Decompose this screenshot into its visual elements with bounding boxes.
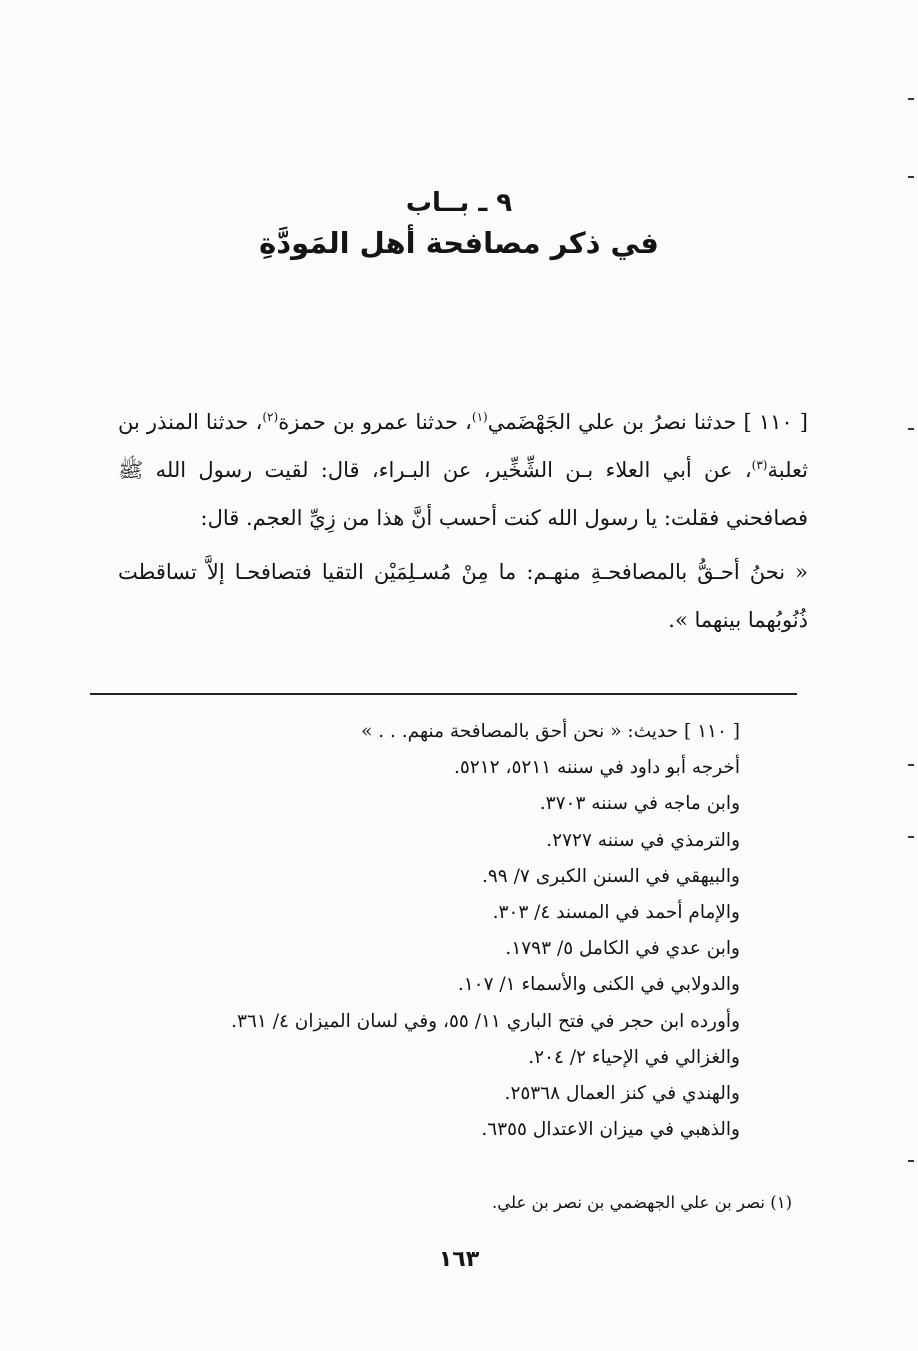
scan-mark xyxy=(908,836,914,838)
scan-mark xyxy=(908,176,914,178)
note-line: والغزالي في الإحياء ٢/ ٢٠٤. xyxy=(528,1046,740,1068)
footnote-ref-1: (١) xyxy=(471,410,488,424)
footnote-divider xyxy=(90,693,797,695)
note-line: والترمذي في سننه ٢٧٢٧. xyxy=(546,829,740,851)
hadith-quote: « نحنُ أحـقُّ بالمصافحـةِ منهـم: ما مِنْ مُسـلِمَيْن التقيا فتصافحـا إلاَّ تساقطت ذُنُوبُهما بينهما ». xyxy=(118,560,808,632)
scan-mark xyxy=(908,98,914,100)
note-line: والإمام أحمد في المسند ٤/ ٣٠٣. xyxy=(492,902,740,924)
note-line: أخرجه أبو داود في سننه ٥٢١١، ٥٢١٢. xyxy=(453,757,740,779)
note-line: والهندي في كنز العمال ٢٥٣٦٨. xyxy=(504,1083,740,1105)
note-line: وابن عدي في الكامل ٥/ ١٧٩٣. xyxy=(505,938,740,960)
hadith-part-1: [ ١١٠ ] حدثنا نصرُ بن علي الجَهْضَمي xyxy=(487,410,808,434)
note-line: وابن ماجه في سننه ٣٧٠٣. xyxy=(539,793,740,815)
scan-mark xyxy=(908,428,914,430)
chapter-number: ٩ ـ بــاب xyxy=(405,188,513,218)
hadith-chain xyxy=(118,398,808,542)
footnote-ref-2: (٢) xyxy=(262,410,279,424)
scan-mark xyxy=(908,1160,914,1162)
note-line: وأورده ابن حجر في فتح الباري ١١/ ٥٥، وفي لسان الميزان ٤/ ٣٦١. xyxy=(231,1010,740,1032)
hadith-part-3: ، حدثنا المنذر بن ثعلبة xyxy=(118,410,808,482)
footnote-ref-3: (٣) xyxy=(751,458,768,472)
hadith-part-2: ، حدثنا عمرو بن حمزة xyxy=(278,410,472,434)
note-line: والدولابي في الكنى والأسماء ١/ ١٠٧. xyxy=(457,974,740,996)
takhrij-notes xyxy=(140,714,740,1148)
page-number: ١٦٣ xyxy=(438,1247,480,1272)
scan-mark xyxy=(908,764,914,766)
footnote-1: (١) نصر بن علي الجهضمي بن نصر بن علي. xyxy=(491,1193,792,1212)
note-line: والذهبي في ميزان الاعتدال ٦٣٥٥. xyxy=(481,1119,740,1141)
note-line: والبيهقي في السنن الكبرى ٧/ ٩٩. xyxy=(481,865,740,887)
hadith-part-4: ، عن أبي العلاء بـن الشِّخِّير، عن البـراء، قال: لقيت رسول الله ﷺ فصافحني فقلت: يا رسول الله كنت أحسب أنَّ هذا من زِيِّ العجم. قال: xyxy=(118,458,808,530)
chapter-title: في ذكر مصافحة أهل المَودَّةِ xyxy=(259,226,659,260)
hadith-text xyxy=(118,398,808,644)
note-line: [ ١١٠ ] حديث: « نحن أحق بالمصافحة منهم. . . » xyxy=(361,721,740,742)
